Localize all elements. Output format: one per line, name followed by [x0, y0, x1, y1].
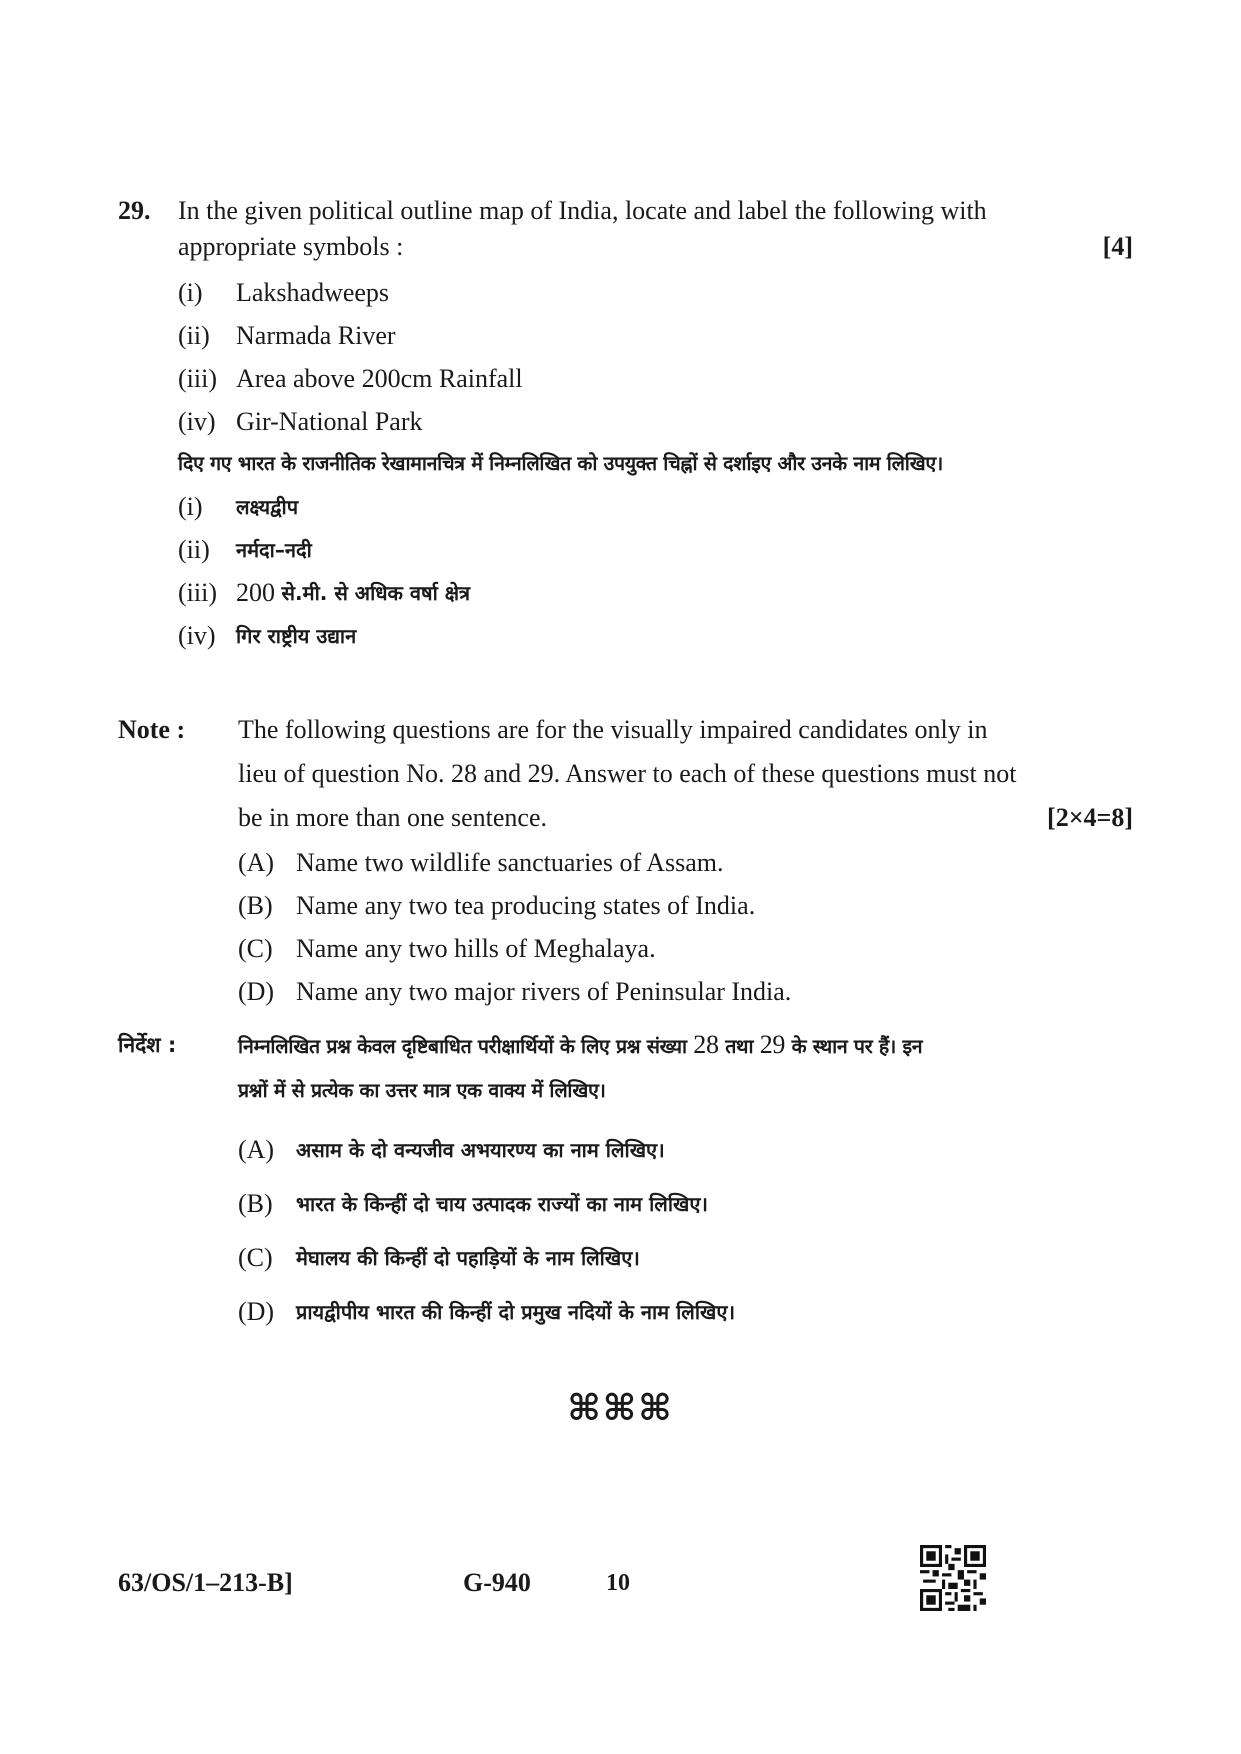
note-marks: [2×4=8]: [1047, 803, 1133, 832]
hindi-list-item: (C) मेघालय की किन्हीं दो पहाड़ियों के नाम लिखिए।: [238, 1243, 640, 1272]
list-item: (iv) Gir-National Park: [178, 407, 423, 436]
list-item: (ii) Narmada River: [178, 321, 396, 350]
question-29-header: [118, 193, 1133, 265]
list-item: (A) Name two wildlife sanctuaries of Assam.: [238, 848, 724, 877]
nirdesh-section: [118, 1023, 1133, 1329]
nirdesh-label: निर्देश :: [118, 1033, 177, 1057]
list-item: (C) Name any two hills of Meghalaya.: [238, 934, 656, 963]
question-number: 29.: [118, 196, 151, 225]
hindi-list-item: (i) लक्ष्यद्वीप: [178, 492, 299, 521]
note-label: Note :: [118, 715, 186, 744]
note-text: [238, 708, 1133, 840]
hindi-list-item: (ii) नर्मदा–नदी: [178, 535, 312, 564]
nirdesh-line1: निम्नलिखित प्रश्न केवल दृष्टिबाधित परीक्षार्थियों के लिए प्रश्न संख्या 28 तथा 29 के स्थान पर हैं। इन: [238, 1030, 923, 1059]
hindi-list-item: (A) असाम के दो वन्यजीव अभयारण्य का नाम लिखिए।: [238, 1135, 665, 1164]
hindi-list-item: (iv) गिर राष्ट्रीय उद्यान: [178, 621, 357, 650]
hindi-list-item: (D) प्रायद्वीपीय भारत की किन्हीं दो प्रमुख नदियों के नाम लिखिए।: [238, 1297, 736, 1326]
list-item: (iii) Area above 200cm Rainfall: [178, 364, 523, 393]
qr-code-icon: [920, 1545, 986, 1611]
list-item: (B) Name any two tea producing states of India.: [238, 891, 756, 920]
note-line2: lieu of question No. 28 and 29. Answer to each of these questions must not: [238, 759, 1017, 788]
note-items: [238, 848, 1133, 1007]
note-line1: The following questions are for the visually impaired candidates only in: [238, 715, 988, 744]
nirdesh-items: [238, 1133, 1133, 1329]
question-text: [178, 193, 1133, 265]
note-section: [118, 708, 1133, 1007]
hindi-list-item: (B) भारत के किन्हीं दो चाय उत्पादक राज्यों का नाम लिखिए।: [238, 1189, 709, 1218]
footer-paper-code: 63/OS/1–213-B]: [118, 1568, 293, 1597]
question-29-items: [178, 278, 1133, 437]
note-line3: be in more than one sentence. [2×4=8]: [238, 796, 1133, 840]
footer-series: G-940: [463, 1568, 531, 1597]
end-ornament: ⌘⌘⌘: [567, 1388, 674, 1429]
question-29-hindi-items: [178, 492, 1133, 651]
question-marks: [4]: [1102, 232, 1133, 261]
question-29: [118, 193, 1133, 651]
hindi-instruction: दिए गए भारत के राजनीतिक रेखामानचित्र में निम्नलिखित को उपयुक्त चिह्नों से दर्शाइए और उनके नाम लिखिए।: [178, 452, 944, 475]
footer-page-number: 10: [606, 1570, 630, 1596]
question-text-line2: appropriate symbols : [4]: [178, 229, 1133, 265]
hindi-list-item: (iii) 200 से.मी. से अधिक वर्षा क्षेत्र: [178, 578, 471, 607]
list-item: (i) Lakshadweeps: [178, 278, 390, 307]
nirdesh-line2: प्रश्नों में से प्रत्येक का उत्तर मात्र एक वाक्य में लिखिए।: [238, 1079, 606, 1102]
nirdesh-text: [238, 1023, 1133, 1113]
list-item: (D) Name any two major rivers of Peninsular India.: [238, 977, 792, 1006]
question-text-line1: In the given political outline map of India, locate and label the following with: [178, 196, 987, 225]
